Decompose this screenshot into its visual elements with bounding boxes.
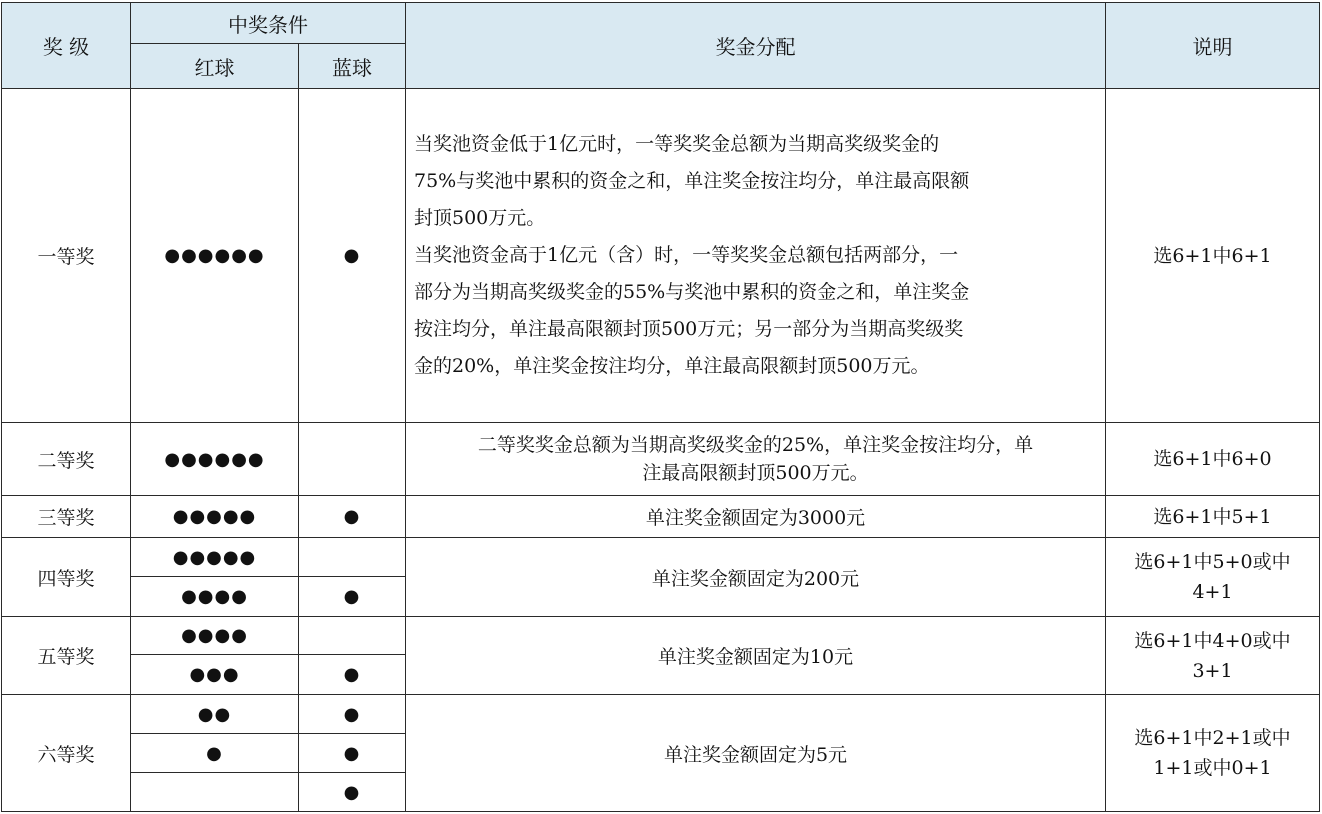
prize-allocation [406,496,1106,538]
prize-level: 一等奖 [2,89,131,423]
blue-ball-condition [299,423,406,496]
red-ball-condition [131,773,299,812]
prize-level: 四等奖 [2,538,131,617]
allocation-line: 注最高限额封顶500万元。 [642,462,869,484]
prize-allocation [406,423,1106,496]
header-condition: 中奖条件 [131,3,406,44]
allocation-line: 二等奖奖金总额为当期高奖级奖金的25%，单注奖金按注均分，单 [477,434,1034,456]
allocation-line: 当奖池资金高于1亿元（含）时，一等奖奖金总额包括两部分，一 [414,244,959,266]
red-ball-condition: ●●●●●● [131,89,299,423]
note-line: 选6+1中6+1 [1153,244,1272,267]
blue-ball-condition [299,538,406,577]
prize-note [1106,617,1320,695]
red-ball-condition: ●●●●●● [131,423,299,496]
blue-ball-condition: ● [299,773,406,812]
prize-allocation [406,538,1106,617]
prize-level: 二等奖 [2,423,131,496]
allocation-line: 单注奖金额固定为10元 [657,646,854,668]
red-ball-condition: ● [131,734,299,773]
table-row [2,538,1320,577]
note-line: 选6+1中5+0或中 [1134,551,1291,573]
prize-level: 五等奖 [2,617,131,695]
note-line: 选6+1中5+1 [1153,505,1272,528]
table-row [2,89,1320,423]
table-row [2,617,1320,655]
header-blue: 蓝球 [299,44,406,89]
prize-note [1106,423,1320,496]
allocation-line: 75%与奖池中累积的资金之和，单注奖金按注均分，单注最高限额 [414,170,970,192]
prize-allocation [406,695,1106,812]
blue-ball-condition: ● [299,496,406,538]
blue-ball-condition: ● [299,89,406,423]
blue-ball-condition: ● [299,734,406,773]
note-line: 选6+1中2+1或中 [1134,727,1291,749]
red-ball-condition: ●●● [131,655,299,695]
red-ball-condition: ●●●●● [131,538,299,577]
prize-level: 六等奖 [2,695,131,812]
red-ball-condition: ●● [131,695,299,734]
allocation-line: 单注奖金额固定为200元 [651,567,860,590]
blue-ball-condition: ● [299,655,406,695]
note-line: 4+1 [1192,581,1233,603]
table-row [2,423,1320,496]
red-ball-condition: ●●●● [131,577,299,617]
allocation-line: 金的20%，单注奖金按注均分，单注最高限额封顶500万元。 [414,355,930,377]
blue-ball-condition: ● [299,695,406,734]
header-red: 红球 [131,44,299,89]
red-ball-condition: ●●●● [131,617,299,655]
prize-note [1106,89,1320,423]
allocation-line: 单注奖金额固定为5元 [663,743,848,766]
header-level: 奖 级 [2,3,131,89]
allocation-line: 按注均分，单注最高限额封顶500万元；另一部分为当期高奖级奖 [414,318,964,340]
note-line: 选6+1中6+0 [1153,448,1272,470]
blue-ball-condition [299,617,406,655]
note-line: 3+1 [1192,659,1233,682]
red-ball-condition: ●●●●● [131,496,299,538]
prize-level: 三等奖 [2,496,131,538]
blue-ball-condition: ● [299,577,406,617]
allocation-line: 当奖池资金低于1亿元时，一等奖奖金总额为当期高奖级奖金的 [414,133,940,155]
note-line: 1+1或中0+1 [1153,757,1272,779]
prize-note [1106,538,1320,617]
note-line: 选6+1中4+0或中 [1134,629,1291,652]
table-row [2,496,1320,538]
prize-note [1106,695,1320,812]
allocation-line: 单注奖金额固定为3000元 [645,507,866,529]
allocation-line: 部分为当期高奖级奖金的55%与奖池中累积的资金之和，单注奖金 [414,281,970,303]
allocation-line: 封顶500万元。 [414,207,546,229]
prize-note [1106,496,1320,538]
header-note: 说明 [1106,3,1320,89]
header-allocation: 奖金分配 [406,3,1106,89]
prize-table [1,2,1320,812]
prize-allocation [406,89,1106,423]
prize-allocation [406,617,1106,695]
table-row [2,695,1320,734]
